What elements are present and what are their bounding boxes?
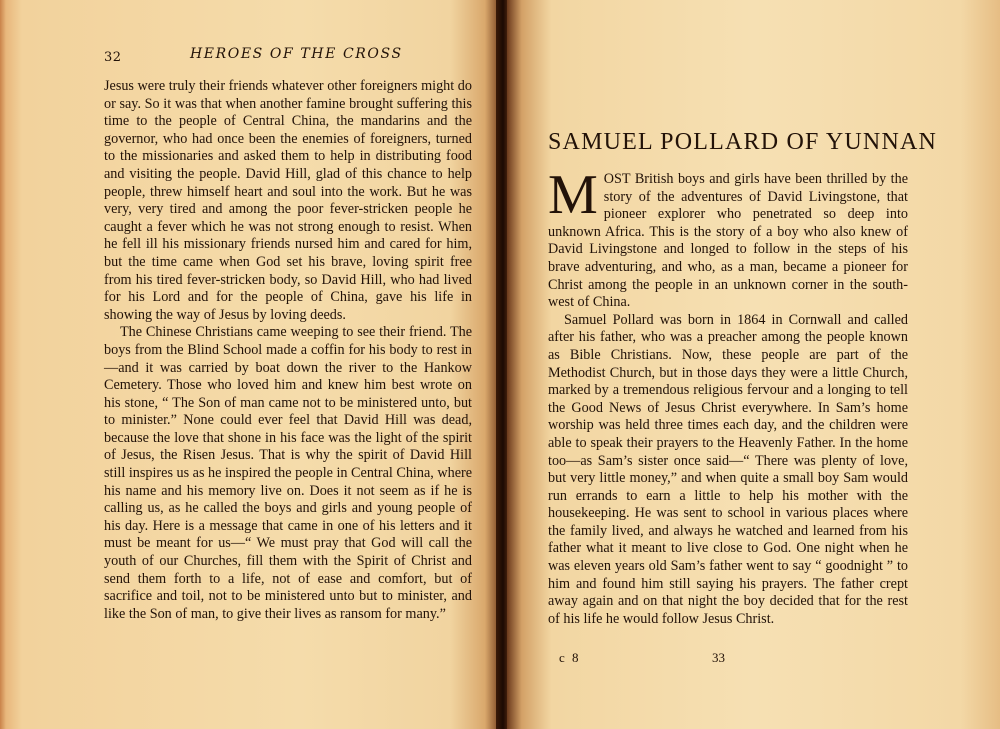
- left-paragraph-1: Jesus were truly their friends whatever other foreigners might do or say. So it was that when another famine brought suffering this time to the people of Central China, the mandarins and the governor, who had once been the enemies of foreigners, turned to the missionaries and asked them to help in distributing food and visiting the people. David Hill, glad of this chance to help people, threw himself heart and soul into the work. But he was very, very tired and among the poor fever-stricken people he caught a fever which he was not strong enough to resist. When he fell ill his missionary friends nursed him and cared for him, but the time came when God set his brave, loving spirit free from his tired fever-stricken body, so David Hill, who had lived for his Lord and for the people of China, gave his life in showing the way of Jesus by loving deeds.: [104, 78, 472, 323]
- chapter-title: SAMUEL POLLARD OF YUNNAN: [548, 129, 938, 155]
- right-paragraph-1: [548, 164, 908, 312]
- drop-cap: M: [548, 164, 598, 226]
- right-page: [507, 0, 1000, 729]
- left-body-text: [104, 78, 472, 623]
- left-page-number: 32: [104, 50, 122, 65]
- running-head-title: HEROES OF THE CROSS: [190, 46, 403, 62]
- signature-mark: c 8: [559, 650, 581, 665]
- left-paragraph-2: The Chinese Christians came weeping to see their friend. The boys from the Blind School made a coffin for his body to rest in—and it was carried by boat down the river to the Hankow Cemetery. Those who loved him and knew him best wrote on his stone, “ The Son of man came not to be ministered unto, but to minister.” None could ever feel that David Hill was dead, because the love that shone in his face was the light of the spirit of Jesus, the Risen Jesus. That is why the spirit of David Hill still inspires us as he inspired the people in Central China, where his name and his memory live on. Does it not seem as if he is calling us, as he called the boys and girls and young people of his day. Here is a message that came in one of his letters and it must be meant for us—“ We must pray that God will call the youth of our Churches, fill them with the Spirit of Christ and send them forth to a life, not of ease and comfort, but of sacrifice and toil, not to be ministered unto but to minister, and like the Son of man, to give their lives as ransom for many.”: [104, 324, 473, 622]
- right-paragraph-1-text: OST British boys and girls have been thrilled by the story of the adventures of David Livingstone, that pioneer explorer who penetrated so deep into unknown Africa. This is the story of a boy who also knew of David Livingstone and longed to follow in the steps of his brave adventuring, and who, as a man, became a pioneer for Christ among the people in an unknown corner in the south-west of China.: [548, 171, 908, 311]
- right-page-number: 33: [712, 650, 725, 665]
- right-body-text: [548, 164, 908, 628]
- right-paragraph-2: Samuel Pollard was born in 1864 in Cornwall and called after his father, who was a preacher among the people known as Bible Christians. Now, these people are part of the Methodist Church, but in those days they were a little Church, marked by a tremendous religious fervour and a longing to tell the Good News of Jesus Christ everywhere. In Sam’s home worship was held three times each day, and the children were able to speak their prayers to the Heavenly Father. In the home too—as Sam’s sister once said—“ There was plenty of love, but very little money,” and when quite a small boy Sam would run errands to earn a little to help his mother with the housekeeping. He was sent to school in various places where the family lived, and always he watched and learned from his father what it meant to live close to God. One night when he was eleven years old Sam’s father went to say “ goodnight ” to him and found him still saying his prayers. The father crept away again and on that night the boy decided that for the rest of his life he would follow Jesus Christ.: [548, 311, 908, 627]
